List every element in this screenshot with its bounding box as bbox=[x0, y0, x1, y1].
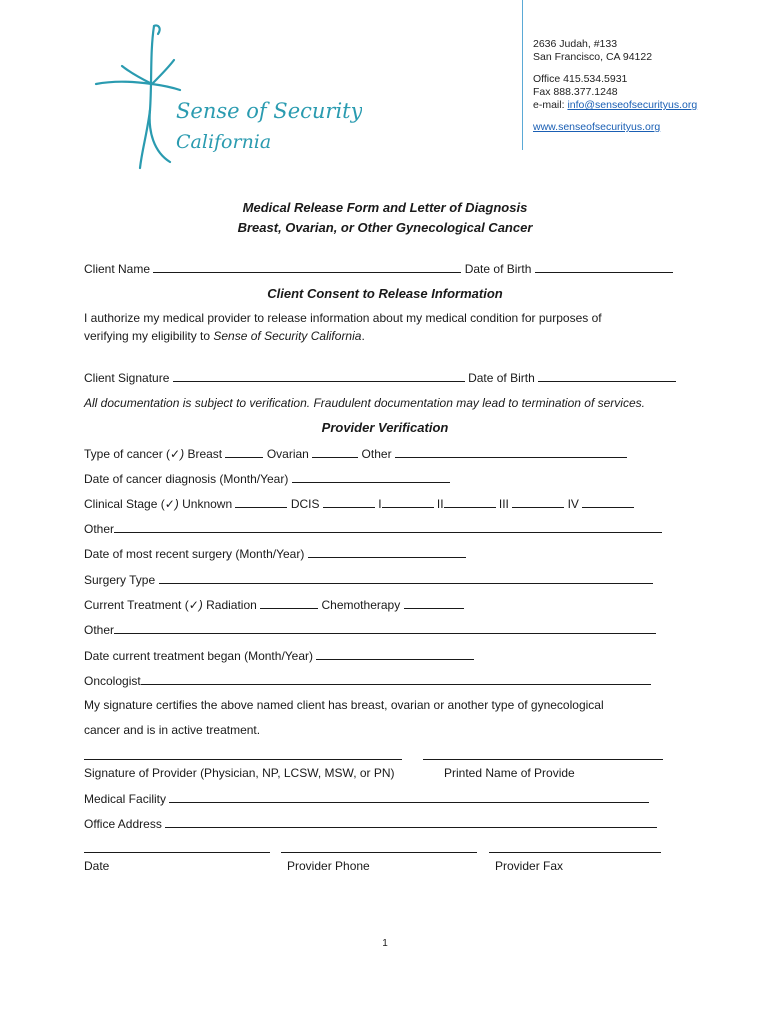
treatment-began-row: Date current treatment began (Month/Year) bbox=[84, 648, 474, 664]
surgery-type-row: Surgery Type bbox=[84, 572, 653, 588]
current-treatment-row: Current Treatment (✓) Radiation Chemotherapy bbox=[84, 597, 464, 613]
form-title: Medical Release Form and Letter of Diagnosis bbox=[242, 200, 528, 215]
client-name-row: Client Name Date of Birth bbox=[84, 261, 673, 277]
surgery-type-field[interactable] bbox=[159, 572, 653, 584]
contact-lines bbox=[84, 841, 661, 857]
client-name-field[interactable] bbox=[153, 261, 461, 273]
provider-phone-label: Provider Phone bbox=[287, 859, 370, 873]
stage-other-field[interactable] bbox=[114, 521, 662, 533]
medical-facility-field[interactable] bbox=[169, 791, 649, 803]
stage-dcis-field[interactable] bbox=[323, 496, 375, 508]
client-dob-field[interactable] bbox=[535, 261, 673, 273]
header-divider bbox=[522, 0, 523, 150]
provider-signature-field[interactable] bbox=[84, 748, 402, 760]
form-subtitle: Breast, Ovarian, or Other Gynecological Cancer bbox=[237, 220, 533, 235]
consent-text-2: verifying my eligibility to Sense of Security California. bbox=[84, 329, 365, 343]
printed-name-label: Printed Name of Provide bbox=[444, 766, 575, 780]
office-address-field[interactable] bbox=[165, 816, 657, 828]
office-address-row: Office Address bbox=[84, 816, 657, 832]
stage-i-field[interactable] bbox=[382, 496, 434, 508]
provider-fax-field[interactable] bbox=[489, 841, 661, 853]
cancer-type-row: Type of cancer (✓) Breast Ovarian Other bbox=[84, 446, 627, 462]
medical-facility-row: Medical Facility bbox=[84, 791, 649, 807]
oncologist-row: Oncologist bbox=[84, 673, 651, 689]
logo-text-top: Sense of Security bbox=[176, 99, 362, 123]
client-signature-field[interactable] bbox=[173, 370, 465, 382]
diagnosis-date-field[interactable] bbox=[292, 471, 450, 483]
stage-unknown-field[interactable] bbox=[235, 496, 287, 508]
address-line1: 2636 Judah, #133 bbox=[533, 38, 618, 50]
certify-text-1: My signature certifies the above named client has breast, ovarian or another type of gynecological bbox=[84, 698, 604, 712]
verification-note: All documentation is subject to verification. Fraudulent documentation may lead to termination of services. bbox=[84, 396, 645, 410]
page-number: 1 bbox=[382, 938, 388, 949]
stage-iv-field[interactable] bbox=[582, 496, 634, 508]
date-label: Date bbox=[84, 859, 110, 873]
logo-text-bottom: California bbox=[176, 131, 272, 153]
breast-field[interactable] bbox=[225, 446, 263, 458]
email-link[interactable]: info@senseofsecurityus.org bbox=[567, 99, 698, 111]
surgery-date-row: Date of most recent surgery (Month/Year) bbox=[84, 546, 466, 562]
provider-heading: Provider Verification bbox=[321, 420, 449, 435]
treatment-other-field[interactable] bbox=[114, 622, 656, 634]
signature-dob-field[interactable] bbox=[538, 370, 676, 382]
clinical-stage-row: Clinical Stage (✓) Unknown DCIS I II III IV bbox=[84, 496, 634, 512]
consent-heading: Client Consent to Release Information bbox=[267, 286, 503, 301]
oncologist-field[interactable] bbox=[141, 673, 651, 685]
stage-other-row: Other bbox=[84, 521, 662, 537]
provider-signature-lines bbox=[84, 748, 663, 764]
radiation-field[interactable] bbox=[260, 597, 318, 609]
provider-signature-label: Signature of Provider (Physician, NP, LCSW, MSW, or PN) bbox=[84, 766, 395, 780]
stage-ii-field[interactable] bbox=[444, 496, 496, 508]
consent-text-1: I authorize my medical provider to release information about my medical condition for purposes of bbox=[84, 311, 602, 325]
stage-iii-field[interactable] bbox=[512, 496, 564, 508]
provider-phone-field[interactable] bbox=[281, 841, 477, 853]
printed-name-field[interactable] bbox=[423, 748, 663, 760]
client-signature-row: Client Signature Date of Birth bbox=[84, 370, 676, 386]
date-field[interactable] bbox=[84, 841, 270, 853]
address-line2: San Francisco, CA 94122 bbox=[533, 51, 653, 63]
cancer-other-field[interactable] bbox=[395, 446, 627, 458]
diagnosis-date-row: Date of cancer diagnosis (Month/Year) bbox=[84, 471, 450, 487]
provider-fax-label: Provider Fax bbox=[495, 859, 564, 873]
sense-of-security-logo bbox=[92, 22, 362, 172]
fax-number: Fax 888.377.1248 bbox=[533, 86, 618, 98]
ovarian-field[interactable] bbox=[312, 446, 358, 458]
chemo-field[interactable] bbox=[404, 597, 464, 609]
certify-text-2: cancer and is in active treatment. bbox=[84, 723, 261, 737]
treatment-began-field[interactable] bbox=[316, 648, 474, 660]
website-link[interactable]: www.senseofsecurityus.org bbox=[533, 121, 661, 133]
contact-info bbox=[533, 38, 763, 134]
treatment-other-row: Other bbox=[84, 622, 656, 638]
office-phone: Office 415.534.5931 bbox=[533, 73, 628, 85]
surgery-date-field[interactable] bbox=[308, 546, 466, 558]
email-row: e-mail: info@senseofsecurityus.org bbox=[533, 99, 698, 111]
